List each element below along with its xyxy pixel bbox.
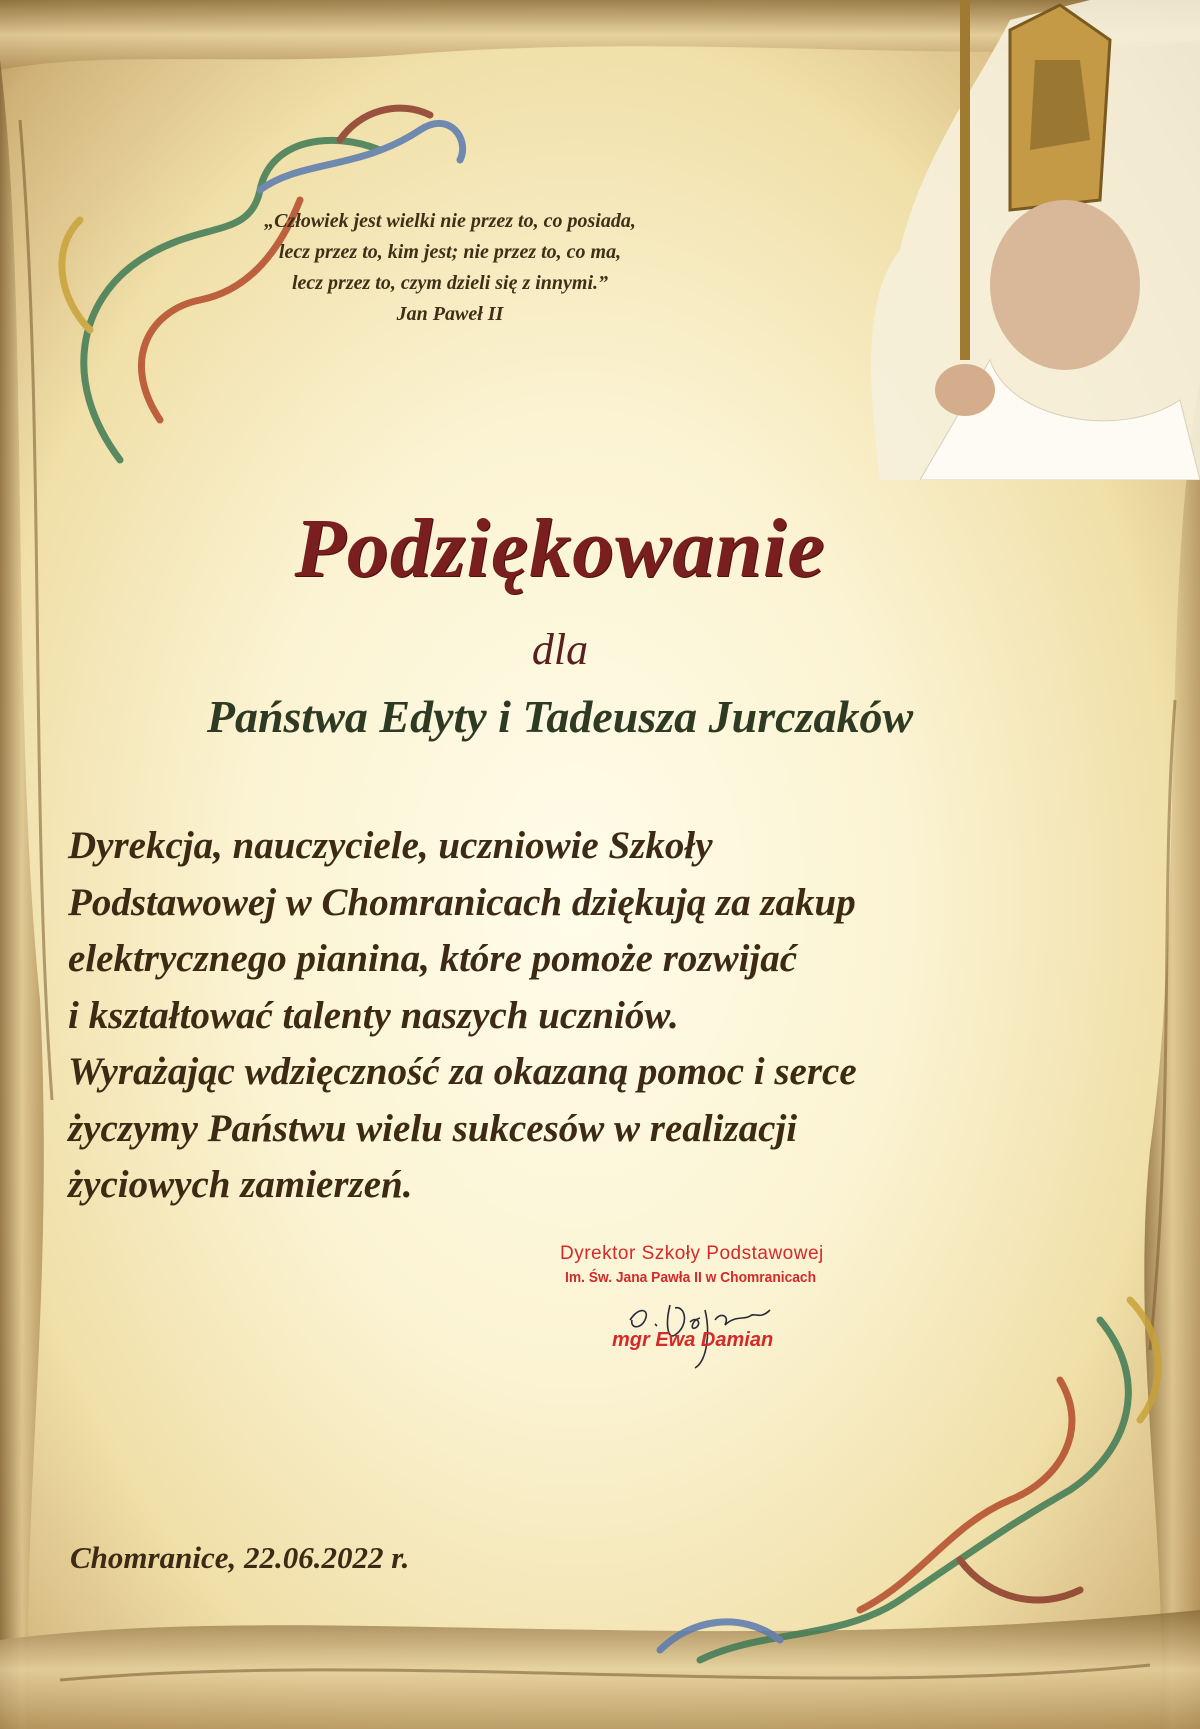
message-line: elektrycznego pianina, które pomoże rozwijać: [68, 937, 798, 980]
quote-line: „Człowiek jest wielki nie przez to, co posiada,: [264, 210, 636, 232]
certificate-title: Podziękowanie: [294, 502, 826, 595]
message-line: życiowych zamierzeń.: [68, 1163, 413, 1206]
place-and-date: Chomranice, 22.06.2022 r.: [70, 1540, 410, 1575]
for-label: dla: [531, 625, 589, 674]
quote-line: lecz przez to, czym dzieli się z innymi.”: [291, 272, 609, 294]
quote-line: lecz przez to, kim jest; nie przez to, co ma,: [278, 241, 622, 263]
quote-block: [170, 206, 730, 330]
message-line: Wyrażając wdzięczność za okazaną pomoc i serce: [68, 1050, 857, 1093]
stamp-title: Dyrektor Szkoły Podstawowej: [560, 1243, 824, 1264]
message-line: życzymy Państwu wielu sukcesów w realizacji: [68, 1106, 798, 1150]
quote-author: Jan Paweł II: [396, 303, 504, 325]
director-name: mgr Ewa Damian: [612, 1329, 774, 1351]
stamp-school: Im. Św. Jana Pawła II w Chomranicach: [565, 1269, 817, 1286]
message-line: i kształtować talenty naszych uczniów.: [68, 993, 679, 1037]
pope-portrait-image: [860, 0, 1200, 480]
recipient-name: Państwa Edyty i Tadeusza Jurczaków: [206, 691, 914, 742]
thank-you-message: [68, 818, 1128, 1214]
message-line: Podstawowej w Chomranicach dziękują za zakup: [68, 880, 856, 924]
message-line: Dyrekcja, nauczyciele, uczniowie Szkoły: [68, 824, 713, 867]
